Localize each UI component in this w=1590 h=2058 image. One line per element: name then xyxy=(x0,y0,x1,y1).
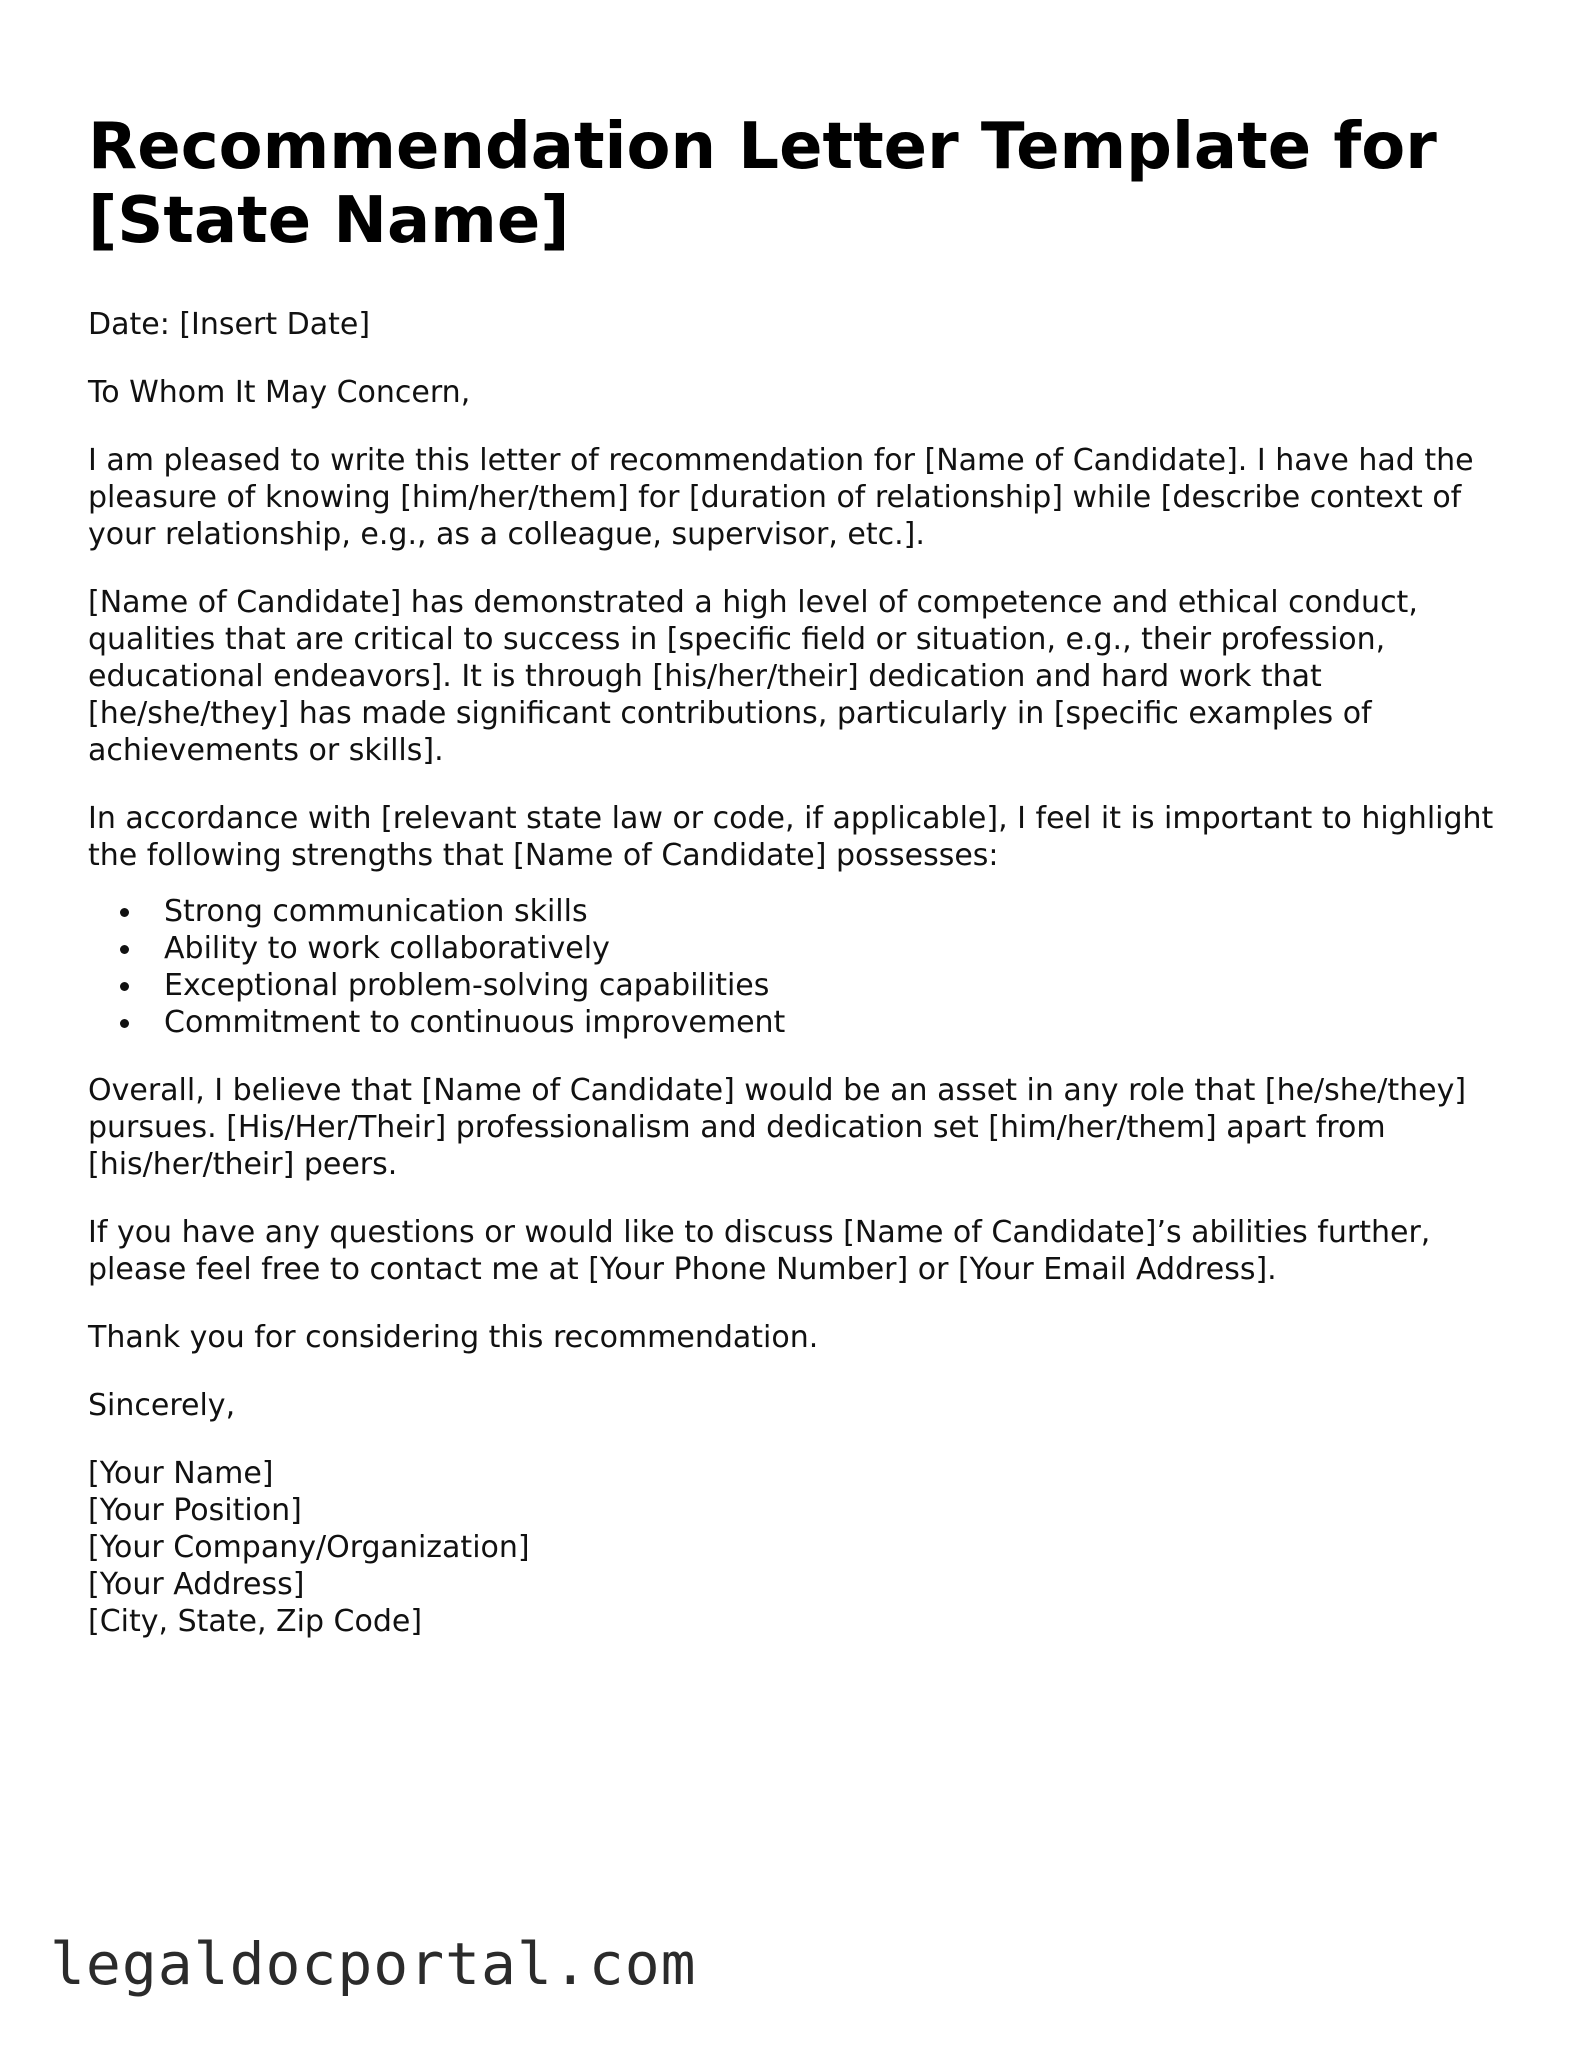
list-item-label: Commitment to continuous improvement xyxy=(164,1005,786,1040)
overall-paragraph: Overall, I believe that [Name of Candidate] would be an asset in any role that [he/she/they] pursues. [His/Her/Their] professionalism and dedication set [him/her/them] apart from [his/her/their] peers. xyxy=(88,1073,1467,1182)
signature-address: [Your Address] xyxy=(88,1567,305,1602)
bullet-icon xyxy=(120,945,129,954)
date-line: Date: [Insert Date] xyxy=(88,307,371,342)
page-title: Recommendation Letter Template for [State Name] xyxy=(88,110,1437,258)
sign-off: Sincerely, xyxy=(88,1388,236,1423)
list-item xyxy=(164,893,1508,930)
strengths-list xyxy=(88,893,1508,1041)
bullet-icon xyxy=(120,982,129,991)
signature-company: [Your Company/Organization] xyxy=(88,1530,530,1565)
signature-position: [Your Position] xyxy=(88,1493,302,1528)
intro-paragraph: I am pleased to write this letter of recommendation for [Name of Candidate]. I have had the pleasure of knowing [him/her/them] for [duration of relationship] while [describe context of your relationship, e.g., as a colleague, supervisor, etc.]. xyxy=(88,443,1474,552)
signature-name: [Your Name] xyxy=(88,1456,274,1491)
site-watermark: legaldocportal.com xyxy=(50,1930,697,1998)
strengths-intro-paragraph: In accordance with [relevant state law or code, if applicable], I feel it is important to highlight the following strengths that [Name of Candidate] possesses: xyxy=(88,801,1494,873)
list-item-label: Ability to work collaboratively xyxy=(164,931,610,966)
letter-page xyxy=(88,110,1508,1640)
thank-you-paragraph: Thank you for considering this recommendation. xyxy=(88,1320,819,1355)
list-item xyxy=(164,1004,1508,1041)
list-item xyxy=(164,967,1508,1004)
signature-city-state-zip: [City, State, Zip Code] xyxy=(88,1604,423,1639)
list-item xyxy=(164,930,1508,967)
salutation: To Whom It May Concern, xyxy=(88,375,471,410)
competence-paragraph: [Name of Candidate] has demonstrated a high level of competence and ethical conduct, qualities that are critical to success in [specific field or situation, e.g., their profession, educational endeavors]. It is through [his/her/their] dedication and hard work that [he/she/they] has made significant contributions, particularly in [specific examples of achievements or skills]. xyxy=(88,585,1418,768)
signature-block xyxy=(88,1455,1508,1640)
bullet-icon xyxy=(120,1019,129,1028)
list-item-label: Exceptional problem-solving capabilities xyxy=(164,968,770,1003)
contact-paragraph: If you have any questions or would like to discuss [Name of Candidate]’s abilities further, please feel free to contact me at [Your Phone Number] or [Your Email Address]. xyxy=(88,1215,1431,1287)
bullet-icon xyxy=(120,908,129,917)
list-item-label: Strong communication skills xyxy=(164,894,588,929)
